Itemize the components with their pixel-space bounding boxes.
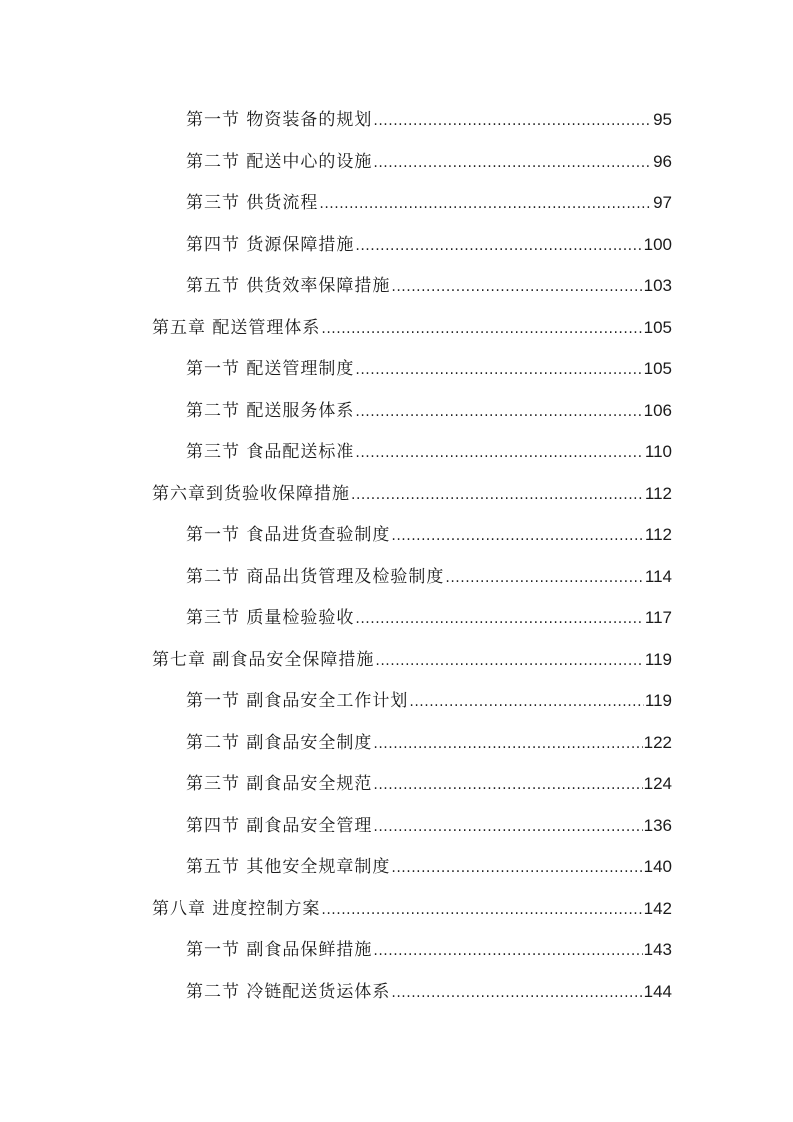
toc-entry[interactable] xyxy=(0,723,793,765)
dot-leader xyxy=(355,401,642,423)
toc-entry[interactable] xyxy=(0,515,793,557)
toc-entry[interactable] xyxy=(0,681,793,723)
dot-leader xyxy=(321,899,642,921)
toc-entry[interactable] xyxy=(0,183,793,225)
dot-leader xyxy=(373,110,652,132)
toc-entry-title: 第三节 副食品安全规范 xyxy=(186,774,373,795)
dot-leader xyxy=(355,235,642,257)
toc-entry[interactable] xyxy=(0,764,793,806)
table-of-contents xyxy=(0,100,793,1013)
toc-entry-title: 第三节 食品配送标准 xyxy=(186,442,355,463)
toc-entry-page: 105 xyxy=(643,317,672,337)
toc-entry-page: 112 xyxy=(644,525,672,545)
dot-leader xyxy=(391,857,642,879)
dot-leader xyxy=(391,982,642,1004)
toc-entry-page: 119 xyxy=(644,649,672,669)
toc-chapter-entry[interactable] xyxy=(0,308,793,350)
toc-entry-page: 143 xyxy=(643,940,672,960)
toc-entry-page: 112 xyxy=(644,483,672,503)
dot-leader xyxy=(373,774,642,796)
toc-entry-title: 第四节 货源保障措施 xyxy=(186,234,355,255)
dot-leader xyxy=(321,318,642,340)
toc-entry-page: 136 xyxy=(643,815,672,835)
toc-chapter-entry[interactable] xyxy=(0,640,793,682)
toc-entry-page: 124 xyxy=(643,774,672,794)
toc-entry-title: 第八章 进度控制方案 xyxy=(152,898,321,919)
toc-entry-title: 第一节 物资装备的规划 xyxy=(186,110,373,131)
toc-entry[interactable] xyxy=(0,225,793,267)
toc-entry-title: 第一节 副食品安全工作计划 xyxy=(186,691,409,712)
toc-entry-page: 100 xyxy=(643,234,672,254)
toc-entry[interactable] xyxy=(0,972,793,1014)
toc-entry[interactable] xyxy=(0,847,793,889)
toc-entry-title: 第二节 商品出货管理及检验制度 xyxy=(186,566,445,587)
toc-entry-title: 第二节 配送中心的设施 xyxy=(186,151,373,172)
dot-leader xyxy=(351,484,644,506)
toc-entry-title: 第三节 质量检验验收 xyxy=(186,608,355,629)
toc-entry-title: 第二节 冷链配送货运体系 xyxy=(186,981,391,1002)
toc-entry[interactable] xyxy=(0,100,793,142)
toc-entry-page: 119 xyxy=(644,691,672,711)
dot-leader xyxy=(391,525,643,547)
dot-leader xyxy=(319,193,652,215)
toc-entry-page: 142 xyxy=(643,898,672,918)
dot-leader xyxy=(355,442,643,464)
toc-entry-page: 140 xyxy=(643,857,672,877)
toc-entry-page: 144 xyxy=(643,981,672,1001)
toc-entry-page: 117 xyxy=(644,608,672,628)
toc-entry-page: 97 xyxy=(653,193,672,213)
dot-leader xyxy=(391,276,642,298)
dot-leader xyxy=(373,816,642,838)
toc-entry-title: 第二节 配送服务体系 xyxy=(186,400,355,421)
toc-chapter-entry[interactable] xyxy=(0,889,793,931)
toc-entry[interactable] xyxy=(0,432,793,474)
toc-entry[interactable] xyxy=(0,142,793,184)
toc-entry-page: 103 xyxy=(643,276,672,296)
toc-entry[interactable] xyxy=(0,930,793,972)
toc-chapter-entry[interactable] xyxy=(0,474,793,516)
toc-entry-title: 第一节 副食品保鲜措施 xyxy=(186,940,373,961)
dot-leader xyxy=(373,152,652,174)
toc-entry-page: 105 xyxy=(643,359,672,379)
toc-entry[interactable] xyxy=(0,349,793,391)
toc-entry-title: 第五节 供货效率保障措施 xyxy=(186,276,391,297)
toc-entry-page: 95 xyxy=(653,110,672,130)
toc-entry-page: 106 xyxy=(643,400,672,420)
toc-entry-title: 第五章 配送管理体系 xyxy=(152,317,321,338)
toc-entry-page: 110 xyxy=(644,442,672,462)
toc-entry[interactable] xyxy=(0,391,793,433)
toc-entry-title: 第六章到货验收保障措施 xyxy=(152,483,350,504)
toc-entry-page: 114 xyxy=(644,566,672,586)
toc-entry-page: 122 xyxy=(643,732,672,752)
toc-entry-title: 第四节 副食品安全管理 xyxy=(186,815,373,836)
toc-entry-title: 第一节 配送管理制度 xyxy=(186,359,355,380)
toc-entry[interactable] xyxy=(0,598,793,640)
dot-leader xyxy=(409,691,643,713)
toc-entry-title: 第二节 副食品安全制度 xyxy=(186,732,373,753)
toc-entry-title: 第七章 副食品安全保障措施 xyxy=(152,649,375,670)
toc-entry[interactable] xyxy=(0,806,793,848)
toc-entry-page: 96 xyxy=(653,151,672,171)
toc-entry-title: 第一节 食品进货查验制度 xyxy=(186,525,391,546)
dot-leader xyxy=(373,940,642,962)
dot-leader xyxy=(373,733,642,755)
toc-entry[interactable] xyxy=(0,266,793,308)
toc-entry-title: 第三节 供货流程 xyxy=(186,193,319,214)
toc-entry[interactable] xyxy=(0,557,793,599)
toc-entry-title: 第五节 其他安全规章制度 xyxy=(186,857,391,878)
dot-leader xyxy=(375,650,643,672)
dot-leader xyxy=(355,608,643,630)
dot-leader xyxy=(445,567,643,589)
dot-leader xyxy=(355,359,642,381)
